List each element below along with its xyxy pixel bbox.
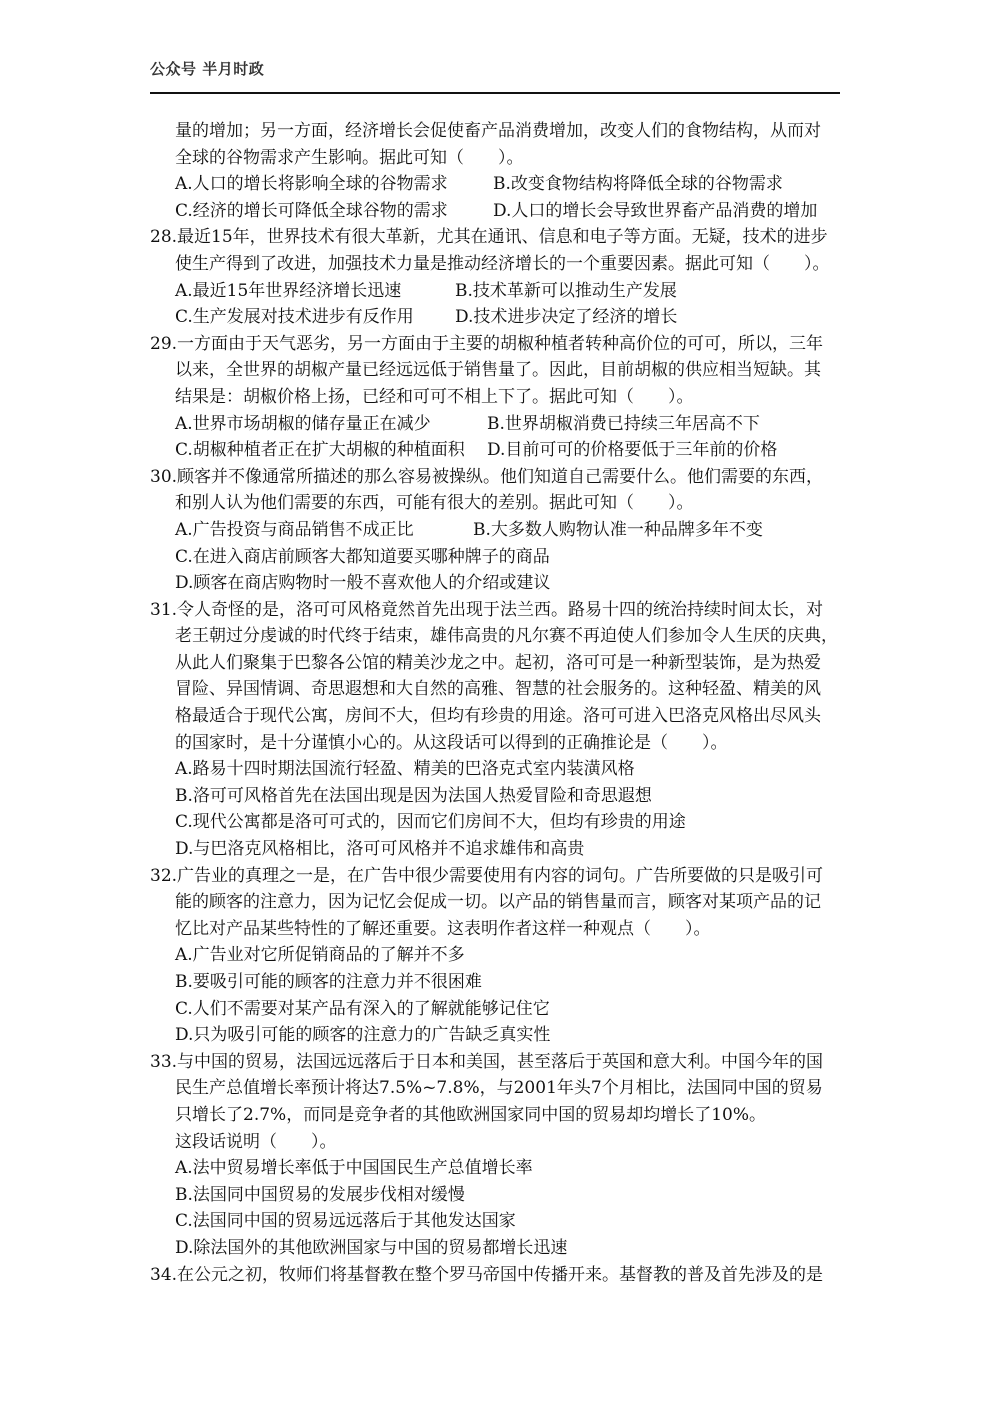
q31-option-c: C.现代公寓都是洛可可式的，因而它们房间不大，但均有珍贵的用途: [175, 812, 686, 833]
page-header: [150, 48, 840, 88]
q30-option-a: A.广告投资与商品销售不成正比: [175, 519, 414, 540]
q31-text-line: 从此人们聚集于巴黎各公馆的精美沙龙之中。起初，洛可可是一种新型装饰，是为热爱: [175, 652, 821, 673]
q30-options-row: [150, 517, 840, 544]
q30-option-b: B.大多数人购物认准一种品牌多年不变: [473, 519, 763, 540]
brand-label: 公众号 半月时政: [150, 60, 265, 78]
q29-option-b: B.世界胡椒消费已持续三年居高不下: [487, 413, 760, 434]
q29-option-c: C.胡椒种植者正在扩大胡椒的种植面积: [175, 440, 465, 461]
q32-text-line: 忆比对产品某些特性的了解还重要。这表明作者这样一种观点（ ）。: [175, 918, 711, 939]
q33-stem: 33.与中国的贸易，法国远远落后于日本和美国，甚至落后于英国和意大利。中国今年的国: [150, 1051, 824, 1072]
q32-stem: 32.广告业的真理之一是，在广告中很少需要使用有内容的词句。广告所要做的只是吸引可: [150, 865, 824, 886]
q27-option-a: A.人口的增长将影响全球的谷物需求: [175, 174, 448, 195]
q30-option-d: D.顾客在商店购物时一般不喜欢他人的介绍或建议: [175, 573, 551, 594]
q27-text-line: 量的增加；另一方面，经济增长会促使畜产品消费增加，改变人们的食物结构，从而对: [175, 121, 821, 141]
q29-stem: 29.一方面由于天气恶劣，另一方面由于主要的胡椒种植者转种高价位的可可，所以，三年: [150, 333, 824, 354]
q29-option-a: A.世界市场胡椒的储存量正在减少: [175, 413, 431, 434]
q33-text-line: 民生产总值增长率预计将达7.5%~7.8%，与2001年头7个月相比，法国同中国的贸易: [175, 1078, 823, 1099]
q31-option-a: A.路易十四时期法国流行轻盈、精美的巴洛克式室内装潢风格: [175, 759, 635, 780]
q29-text-line: 结果是：胡椒价格上扬，已经和可可不相上下了。据此可知（ ）。: [175, 386, 694, 407]
q27-option-b: B.改变食物结构将降低全球的谷物需求: [493, 174, 783, 195]
q31-text-line: 的国家时，是十分谨慎小心的。从这段话可以得到的正确推论是（ ）。: [175, 732, 728, 753]
q31-option-d: D.与巴洛克风格相比，洛可可风格并不追求雄伟和高贵: [175, 839, 585, 860]
q33-option-b: B.法国同中国贸易的发展步伐相对缓慢: [175, 1184, 465, 1205]
q28-option-b: B.技术革新可以推动生产发展: [455, 280, 677, 301]
q28-option-a: A.最近15年世界经济增长迅速: [175, 280, 402, 301]
q29-text-line: 以来，全世界的胡椒产量已经远远低于销售量了。因此，目前胡椒的供应相当短缺。其: [175, 360, 821, 381]
q33-text-line: 这段话说明（ ）。: [175, 1131, 337, 1152]
q32-option-d: D.只为吸引可能的顾客的注意力的广告缺乏真实性: [175, 1025, 551, 1046]
q30-stem: 30.顾客并不像通常所描述的那么容易被操纵。他们知道自己需要什么。他们需要的东西，: [150, 466, 824, 487]
q27-option-c: C.经济的增长可降低全球谷物的需求: [175, 200, 448, 221]
q33-option-c: C.法国同中国的贸易远远落后于其他发达国家: [175, 1211, 516, 1232]
q32-option-c: C.人们不需要对某产品有深入的了解就能够记住它: [175, 998, 550, 1019]
q32-text-line: 能的顾客的注意力，因为记忆会促成一切。以产品的销售量而言，顾客对某项产品的记: [175, 892, 821, 913]
q27-options-row: [150, 198, 840, 225]
q29-options-row: [150, 437, 840, 464]
q31-text-line: 格最适合于现代公寓，房间不大，但均有珍贵的用途。洛可可进入巴洛克风格出尽风头: [175, 706, 821, 727]
q27-option-d: D.人口的增长会导致世界畜产品消费的增加: [493, 200, 818, 221]
q28-stem: 28.最近15年，世界技术有很大革新，尤其在通讯、信息和电子等方面。无疑，技术的进步: [150, 227, 828, 248]
q33-option-a: A.法中贸易增长率低于中国国民生产总值增长率: [175, 1158, 533, 1179]
q28-options-row: [150, 304, 840, 331]
q32-option-a: A.广告业对它所促销商品的了解并不多: [175, 945, 465, 966]
q33-text-line: 只增长了2.7%，而同是竞争者的其他欧洲国家同中国的贸易却均增长了10%。: [175, 1104, 766, 1125]
q28-options-row: [150, 278, 840, 305]
header-divider: [150, 92, 840, 94]
q33-option-d: D.除法国外的其他欧洲国家与中国的贸易都增长迅速: [175, 1237, 568, 1258]
q27-options-row: [150, 171, 840, 198]
q29-option-d: D.目前可可的价格要低于三年前的价格: [487, 440, 778, 461]
q29-options-row: [150, 411, 840, 438]
q28-text-line: 使生产得到了改进，加强技术力量是推动经济增长的一个重要因素。据此可知（ ）。: [175, 253, 830, 274]
q27-text-line: 全球的谷物需求产生影响。据此可知（ ）。: [175, 147, 524, 168]
q31-option-b: B.洛可可风格首先在法国出现是因为法国人热爱冒险和奇思遐想: [175, 785, 652, 806]
q34-stem: 34.在公元之初，牧师们将基督教在整个罗马帝国中传播开来。基督教的普及首先涉及的是: [150, 1264, 824, 1285]
q31-stem: 31.令人奇怪的是，洛可可风格竟然首先出现于法兰西。路易十四的统治持续时间太长，对: [150, 599, 824, 620]
question-content: [150, 118, 840, 1288]
q28-option-c: C.生产发展对技术进步有反作用: [175, 307, 414, 328]
q28-option-d: D.技术进步决定了经济的增长: [455, 307, 678, 328]
q32-option-b: B.要吸引可能的顾客的注意力并不很困难: [175, 972, 482, 992]
q30-text-line: 和别人认为他们需要的东西，可能有很大的差别。据此可知（ ）。: [175, 493, 694, 514]
q31-text-line: 老王朝过分虔诚的时代终于结束，雄伟高贵的凡尔赛不再迫使人们参加令人生厌的庆典，: [175, 626, 838, 647]
q30-option-c: C.在进入商店前顾客大都知道要买哪种牌子的商品: [175, 546, 550, 567]
q31-text-line: 冒险、异国情调、奇思遐想和大自然的高雅、智慧的社会服务的。这种轻盈、精美的风: [175, 679, 821, 700]
